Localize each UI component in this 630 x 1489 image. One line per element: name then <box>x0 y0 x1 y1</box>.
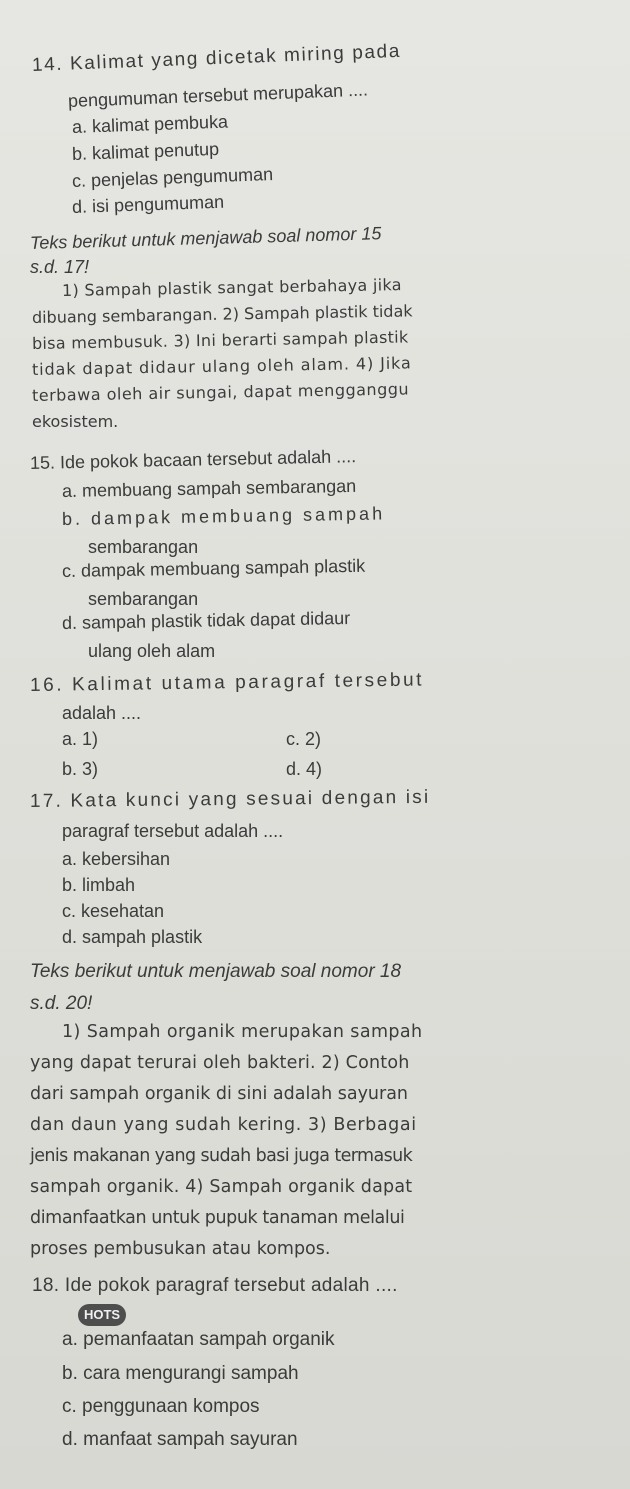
passage-2-line-4: dan daun yang sudah kering. 3) Berbagai <box>30 1115 417 1135</box>
passage-2-line-2: yang dapat terurai oleh bakteri. 2) Contoh <box>30 1053 410 1073</box>
q15-option-a: a. membuang sampah sembarangan <box>61 475 357 501</box>
q14-option-c: c. penjelas pengumuman <box>71 163 274 191</box>
q14-stem-line-2: pengumuman tersebut merupakan .... <box>67 79 369 111</box>
q18-stem: 18. Ide pokok paragraf tersebut adalah .... <box>32 1275 398 1296</box>
q15-option-c-line-2: sembarangan <box>88 589 199 609</box>
passage-2-line-3: dari sampah organik di sini adalah sayuran <box>30 1084 409 1104</box>
q15-option-c-line-1: c. dampak membuang sampah plastik <box>61 555 366 581</box>
instruction-2-line-1: Teks berikut untuk menjawab soal nomor 18 <box>30 961 402 982</box>
q17-option-a: a. kebersihan <box>62 849 171 869</box>
passage-1-line-3: bisa membusuk. 3) Ini berarti sampah plastik <box>31 327 409 353</box>
q14-option-b: b. kalimat penutup <box>71 138 220 164</box>
instruction-1-line-1: Teks berikut untuk menjawab soal nomor 15 <box>29 223 382 253</box>
passage-2-line-7: dimanfaatkan untuk pupuk tanaman melalui <box>30 1208 405 1228</box>
passage-2-line-8: proses pembusukan atau kompos. <box>30 1239 331 1259</box>
q17-option-c: c. kesehatan <box>62 901 165 921</box>
passage-1-line-2: dibuang sembarangan. 2) Sampah plastik tidak <box>31 301 413 327</box>
q15-option-b-line-1: b. dampak membuang sampah <box>61 503 386 529</box>
q17-option-b: b. limbah <box>62 875 136 895</box>
q16-option-a: a. 1) <box>62 729 99 749</box>
q17-stem-line-1: 17. Kata kunci yang sesuai dengan isi <box>29 786 431 812</box>
instruction-2-line-2: s.d. 20! <box>30 993 93 1014</box>
passage-1-line-4: tidak dapat didaur ulang oleh alam. 4) Jika <box>31 353 412 379</box>
q15-option-d-line-2: ulang oleh alam <box>88 641 216 661</box>
q15-option-d-line-1: d. sampah plastik tidak dapat didaur <box>61 607 351 633</box>
q17-stem-line-2: paragraf tersebut adalah .... <box>62 821 284 841</box>
q18-option-a: a. pemanfaatan sampah organik <box>62 1329 335 1350</box>
passage-1-line-1: 1) Sampah plastik sangat berbahaya jika <box>61 275 402 300</box>
passage-2-line-1: 1) Sampah organik merupakan sampah <box>62 1022 423 1042</box>
q14-option-a: a. kalimat pembuka <box>71 111 229 137</box>
q15-option-b-line-2: sembarangan <box>88 537 199 557</box>
instruction-1-line-2: s.d. 17! <box>30 257 90 277</box>
q18-option-c: c. penggunaan kompos <box>62 1396 260 1417</box>
q16-option-d: d. 4) <box>286 759 323 779</box>
passage-1-line-5: terbawa oleh air sungai, dapat mengganggu <box>31 379 410 405</box>
q18-option-b: b. cara mengurangi sampah <box>62 1363 299 1384</box>
q18-option-d: d. manfaat sampah sayuran <box>62 1429 298 1450</box>
q16-option-c: c. 2) <box>286 729 322 749</box>
q16-option-b: b. 3) <box>62 759 99 779</box>
q16-stem-line-2: adalah .... <box>62 703 142 723</box>
q17-option-d: d. sampah plastik <box>62 927 203 947</box>
passage-2-line-6: sampah organik. 4) Sampah organik dapat <box>30 1177 413 1197</box>
hots-badge: HOTS <box>78 1304 126 1326</box>
q14-stem-line-1: 14. Kalimat yang dicetak miring pada <box>31 40 402 76</box>
q15-stem: 15. Ide pokok bacaan tersebut adalah .... <box>29 446 357 473</box>
passage-1-line-6: ekosistem. <box>32 412 119 431</box>
passage-2-line-5: jenis makanan yang sudah basi juga termasuk <box>30 1146 413 1166</box>
q16-stem-line-1: 16. Kalimat utama paragraf tersebut <box>29 669 425 696</box>
q14-option-d: d. isi pengumuman <box>71 191 225 217</box>
